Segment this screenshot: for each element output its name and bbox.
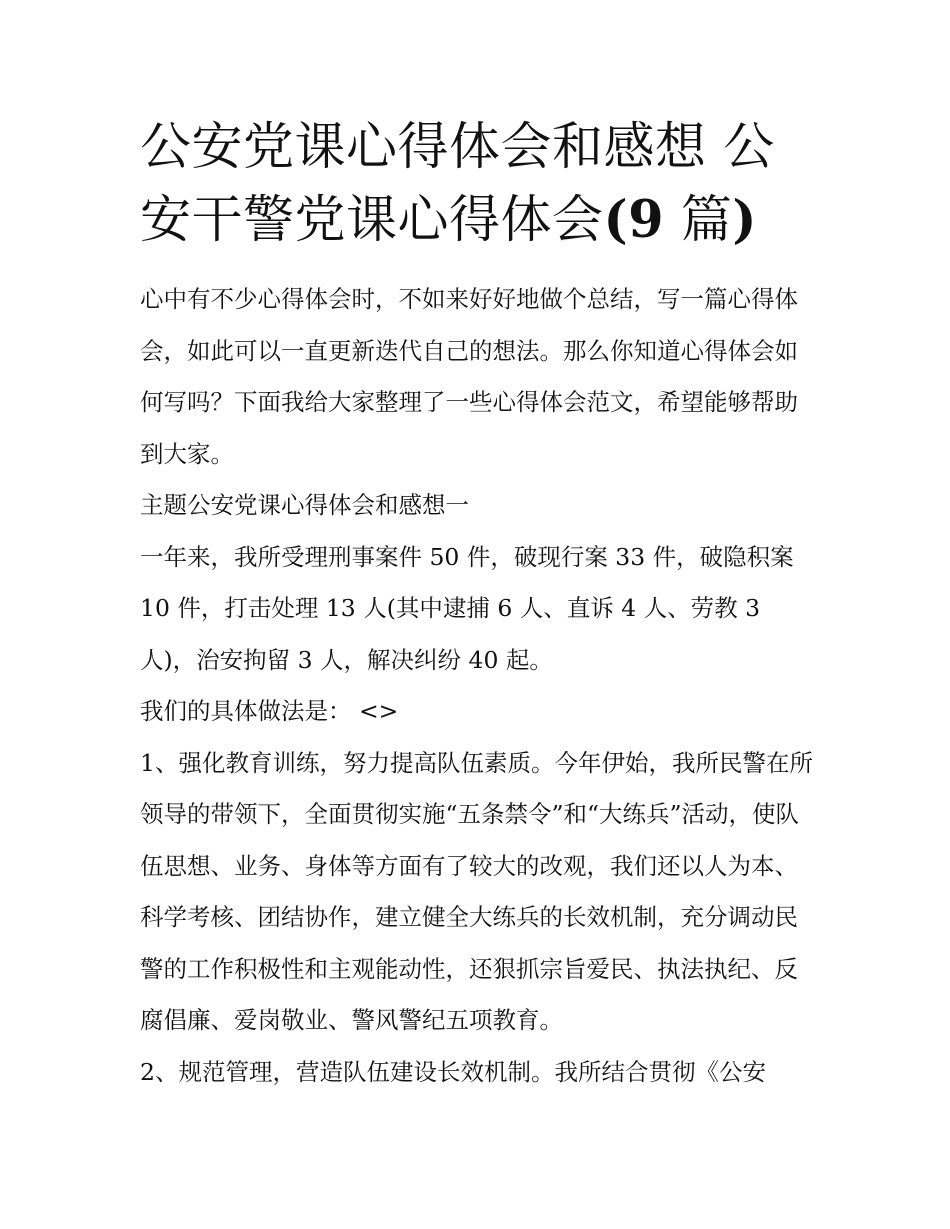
- statistics-paragraph: 一年来，我所受理刑事案件 50 件，破现行案 33 件，破隐积案 10 件，打击处理 13 人(其中逮捕 6 人、直诉 4 人、劳教 3 人)，治安拘留 3 人，解决纠纷 40 起。: [140, 542, 794, 674]
- title-text: 公安党课心得体会和感想 公安干警党课心得体会: [140, 118, 775, 250]
- method-item-2: 2、规范管理，营造队伍建设长效机制。我所结合贯彻《公安: [140, 1057, 766, 1086]
- title-close-paren: ): [732, 190, 757, 250]
- section-heading: 主题公安党课心得体会和感想一: [140, 491, 469, 519]
- document-body: [140, 274, 820, 1098]
- method-item-1: 1、强化教育训练，努力提高队伍素质。今年伊始，我所民警在所领导的带领下，全面贯彻实施“五条禁令”和“大练兵”活动，使队伍思想、业务、身体等方面有了较大的改观，我们还以人为本、科学考核、团结协作，建立健全大练兵的长效机制，充分调动民警的工作积极性和主观能动性，还狠抓宗旨爱民、执法执纪、反腐倡廉、爱岗敬业、警风警纪五项教育。: [140, 748, 813, 1034]
- title-paren-number: (9: [603, 190, 665, 250]
- methods-intro: 我们的具体做法是： <>: [140, 697, 399, 725]
- document-title: [140, 112, 820, 257]
- intro-paragraph: 心中有不少心得体会时，不如来好好地做个总结，写一篇心得体会，如此可以一直更新迭代自己的想法。那么你知道心得体会如何写吗？下面我给大家整理了一些心得体会范文，希望能够帮助到大家。: [140, 285, 798, 468]
- title-pian: 篇: [664, 191, 733, 250]
